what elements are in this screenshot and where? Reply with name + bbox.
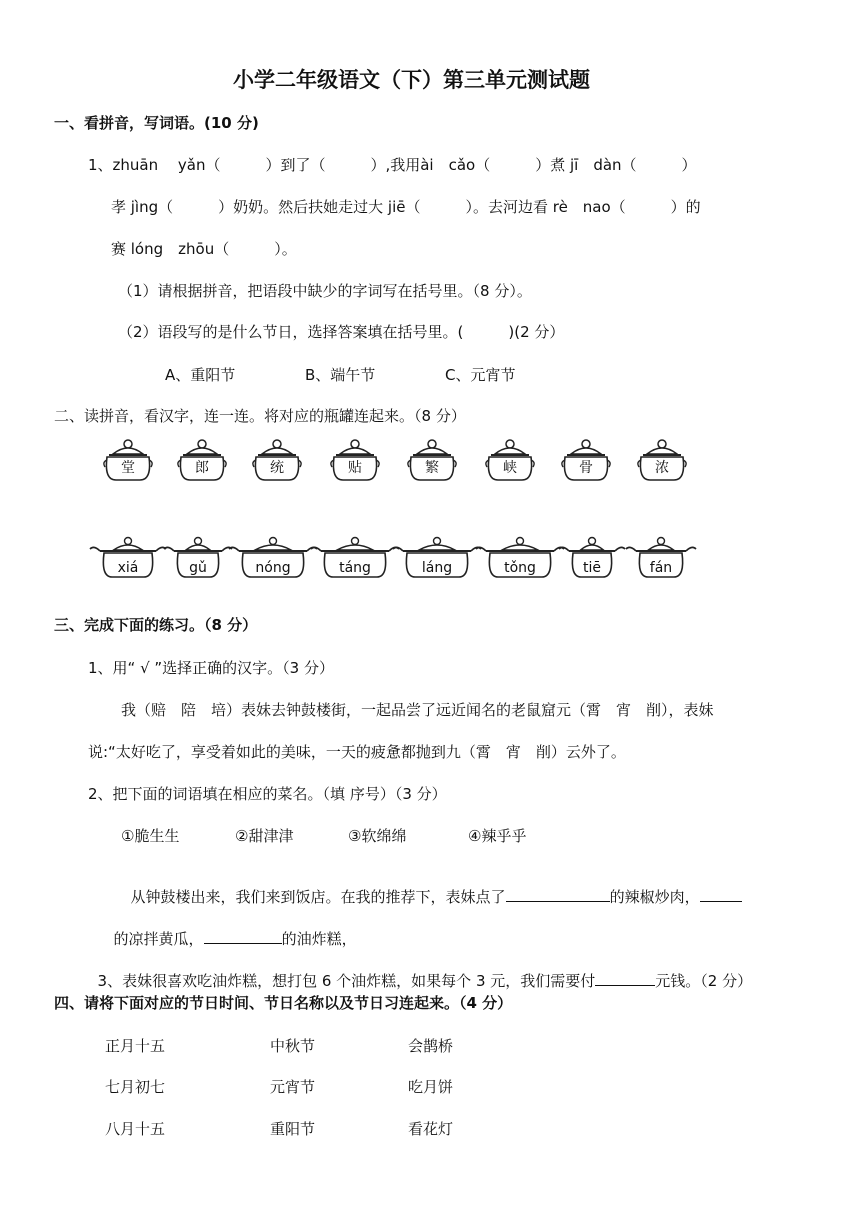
festival-custom-3: 看花灯 (408, 1120, 454, 1138)
festival-custom-1: 会鹊桥 (408, 1037, 454, 1055)
bottom-jar-pinyin: fán (649, 560, 673, 576)
top-jar[interactable] (104, 440, 152, 480)
bottom-jar-pinyin: nóng (255, 560, 291, 576)
s1-option-a: A、重阳节 (165, 366, 236, 384)
s3-option-2: ②甜津津 (235, 827, 294, 845)
bottom-jar-pinyin: xiá (117, 560, 139, 576)
s3-fill-line-1-text-b: 的辣椒炒肉， (609, 888, 700, 906)
s1-passage-line-3: 赛 lóng zhōu（ ）。 (111, 240, 297, 258)
s1-passage-line-1: 1、zhuān yǎn（ ）到了（ ）,我用ài cǎo（ ）煮 jī dàn（ ） (88, 156, 697, 174)
s1-option-c: C、元宵节 (445, 366, 516, 384)
top-jar-char: 骨 (579, 460, 593, 476)
top-jar-char: 郎 (195, 460, 209, 476)
festival-date-2: 七月初七 (105, 1078, 166, 1096)
s3-fill-line-2 (104, 909, 357, 949)
s3-fill-line-1-text-a: 从钟鼓楼出来，我们来到饭店。在我的推荐下，表妹点了 (130, 888, 506, 906)
top-jar[interactable] (562, 440, 610, 480)
s1-question-1: （1）请根据拼音，把语段中缺少的字词写在括号里。（8 分）。 (118, 282, 532, 300)
s3-q1-text-line-1: 我（赔 陪 培）表妹去钟鼓楼街，一起品尝了远近闻名的老鼠窟元（霄 宵 削），表妹 (121, 701, 714, 719)
section-3-heading: 三、完成下面的练习。（8 分） (54, 616, 258, 634)
top-jar-char: 繁 (425, 460, 439, 476)
top-jar[interactable] (331, 440, 379, 480)
bottom-jar[interactable] (90, 538, 166, 578)
bottom-jar[interactable] (626, 538, 696, 578)
festival-name-3: 重阳节 (270, 1120, 316, 1138)
s3-question-2: 2、把下面的词语填在相应的菜名。（填 序号）（3 分） (88, 785, 447, 803)
section-2-heading: 二、读拼音，看汉字，连一连。将对应的瓶罐连起来。（8 分） (54, 407, 466, 425)
bottom-jar[interactable] (229, 538, 317, 578)
top-jar[interactable] (486, 440, 534, 480)
blank-fried-cake[interactable] (204, 927, 282, 944)
blank-cucumber[interactable] (700, 885, 742, 902)
bottom-jar-pinyin: táng (339, 560, 371, 576)
s3-q3-text-a: 3、表妹很喜欢吃油炸糕，想打包 6 个油炸糕，如果每个 3 元，我们需要付 (97, 972, 596, 990)
s1-question-2: （2）语段写的是什么节日，选择答案填在括号里。( )(2 分） (118, 323, 565, 341)
s1-passage-line-2: 孝 jìng（ ）奶奶。然后扶她走过大 jiē（ ）。去河边看 rè nao（ ）的 (111, 198, 701, 216)
top-jar-char: 堂 (121, 460, 135, 476)
top-jar[interactable] (178, 440, 226, 480)
top-jar-char: 贴 (348, 460, 362, 476)
s3-option-4: ④辣乎乎 (468, 827, 527, 845)
jar-matching-area (0, 430, 860, 595)
bottom-jar-pinyin: gǔ (189, 560, 207, 576)
top-jar-char: 浓 (655, 460, 669, 476)
festival-custom-2: 吃月饼 (408, 1078, 454, 1096)
festival-date-1: 正月十五 (105, 1037, 166, 1055)
s3-q1-text-line-2: 说:“太好吃了，享受着如此的美味，一天的疲惫都抛到九（霄 宵 削）云外了。 (88, 743, 626, 761)
section-1-heading: 一、看拼音，写词语。(10 分) (54, 114, 259, 132)
bottom-jar-pinyin: tiē (583, 560, 601, 576)
s3-q3-text-b: 元钱。（2 分） (655, 972, 753, 990)
s3-option-3: ③软绵绵 (348, 827, 407, 845)
s3-fill-line-2-text-a: 的凉拌黄瓜， (113, 930, 204, 948)
top-jar[interactable] (638, 440, 686, 480)
s1-option-b: B、端午节 (305, 366, 376, 384)
festival-name-1: 中秋节 (270, 1037, 316, 1055)
s3-question-1: 1、用“ √ ”选择正确的汉字。（3 分） (88, 659, 334, 677)
festival-date-3: 八月十五 (105, 1120, 166, 1138)
bottom-jar[interactable] (559, 538, 625, 578)
bottom-jar-pinyin: láng (421, 560, 453, 576)
s3-fill-line-1 (121, 867, 742, 907)
s3-fill-line-2-text-b: 的油炸糕， (281, 930, 357, 948)
s3-question-3 (88, 951, 752, 991)
section-4-heading: 四、请将下面对应的节日时间、节日名称以及节日习连起来。（4 分） (54, 994, 513, 1012)
bottom-jar[interactable] (164, 538, 232, 578)
blank-money[interactable] (595, 969, 655, 986)
top-jar[interactable] (408, 440, 456, 480)
s3-option-1: ①脆生生 (121, 827, 180, 845)
bottom-jar-pinyin: tǒng (504, 560, 536, 576)
top-jar-char: 统 (270, 460, 284, 476)
festival-name-2: 元宵节 (270, 1078, 316, 1096)
top-jar[interactable] (253, 440, 301, 480)
page-title: 小学二年级语文（下）第三单元测试题 (233, 68, 590, 92)
bottom-jar[interactable] (393, 538, 481, 578)
bottom-jar[interactable] (311, 538, 399, 578)
bottom-jar[interactable] (476, 538, 564, 578)
blank-chili-pork[interactable] (506, 885, 610, 902)
top-jar-char: 峡 (503, 460, 517, 476)
